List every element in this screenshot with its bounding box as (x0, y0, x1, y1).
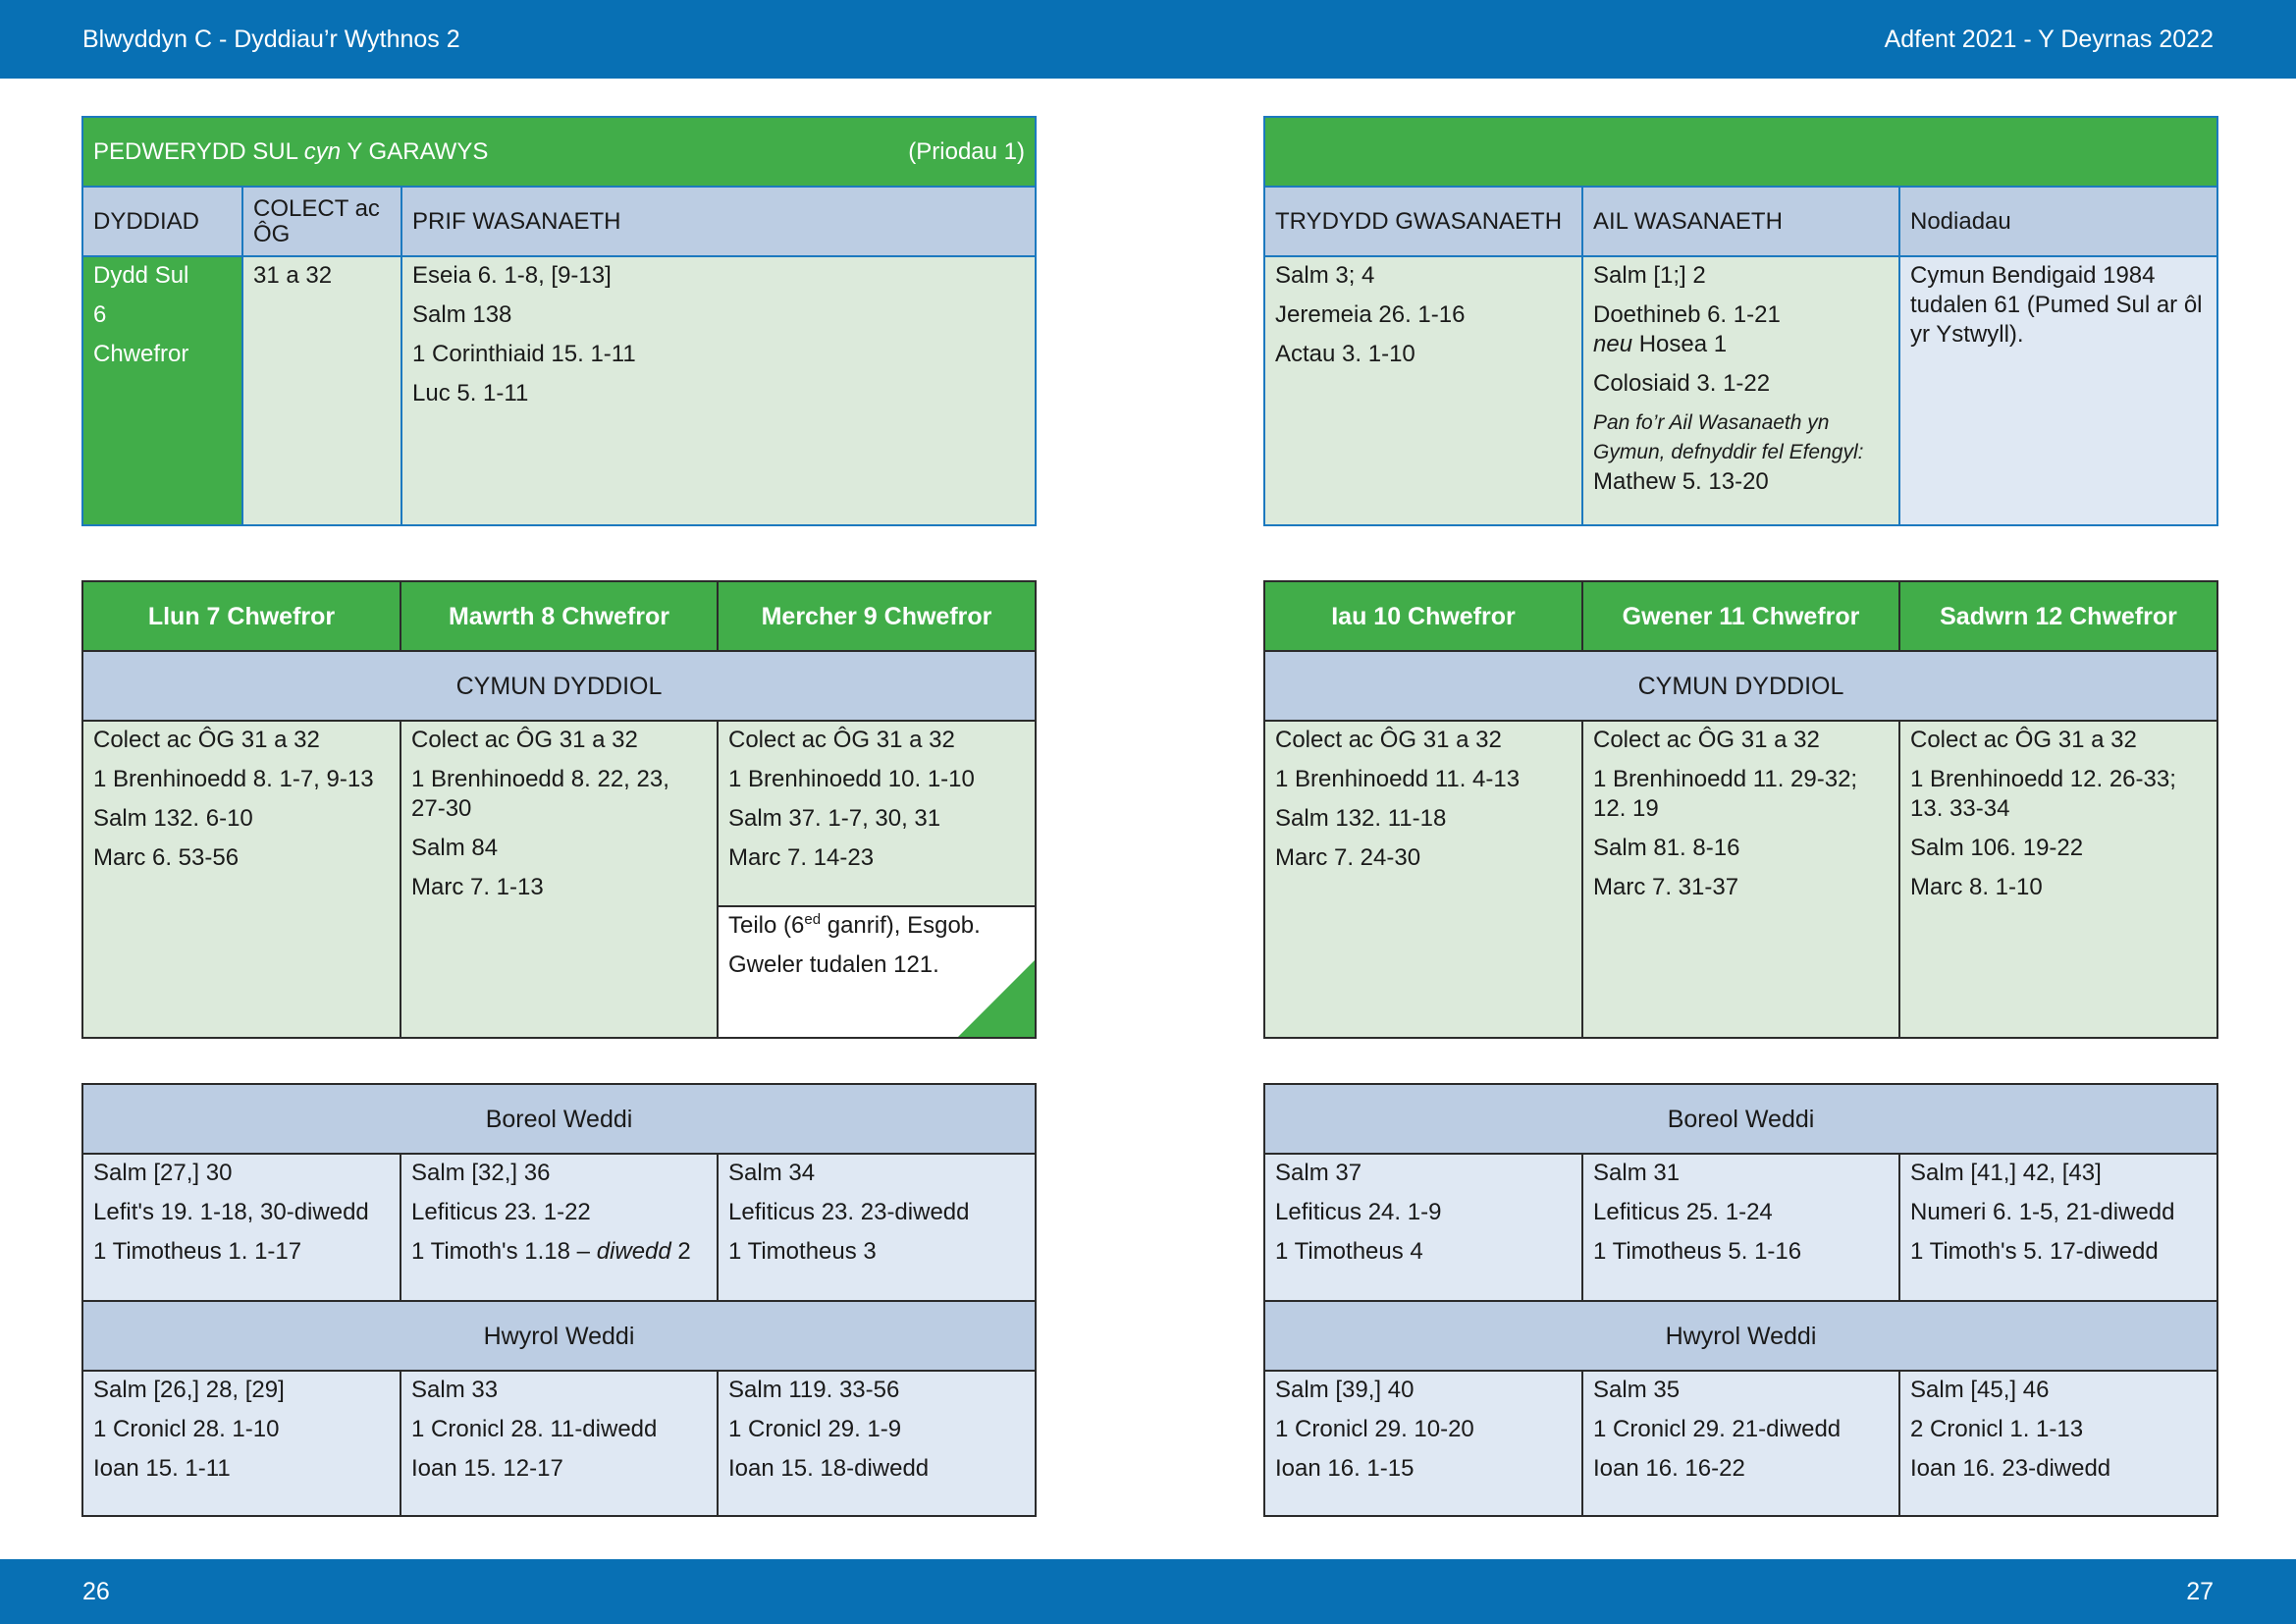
evening-prayer-title: Hwyrol Weddi (1264, 1301, 2217, 1371)
sunday-date-cell (82, 256, 242, 525)
reading: 1 Cronicl 28. 11-diwedd (411, 1416, 658, 1442)
day-header: Gwener 11 Chwefror (1582, 581, 1899, 651)
reading: Salm [26,] 28, [29] (93, 1377, 285, 1403)
reading: Marc 8. 1-10 (1910, 874, 2043, 900)
reading: Marc 7. 14-23 (728, 844, 875, 871)
reading: 2 Cronicl 1. 1-13 (1910, 1416, 2084, 1442)
evening-prayer-cell (400, 1371, 718, 1516)
weekday-eucharist-left (81, 580, 1037, 1039)
sunday-table-left (81, 116, 1037, 526)
evening-prayer-title: Hwyrol Weddi (82, 1301, 1036, 1371)
reading: Salm 106. 19-22 (1910, 835, 2084, 861)
reading: Ioan 16. 1-15 (1275, 1455, 1415, 1482)
reading: 1 Brenhinoedd 10. 1-10 (728, 766, 975, 792)
morning-prayer-cell (82, 1154, 400, 1301)
daily-office-left (81, 1083, 1037, 1517)
eucharist-section-title: CYMUN DYDDIOL (1264, 651, 2217, 721)
reading: Marc 6. 53-56 (93, 844, 240, 871)
morning-prayer-cell (400, 1154, 718, 1301)
reading: Salm [45,] 46 (1910, 1377, 2050, 1403)
reading: Salm 81. 8-16 (1593, 835, 1740, 861)
green-corner-triangle (958, 960, 1035, 1037)
header-left-title: Blwyddyn C - Dyddiau’r Wythnos 2 (82, 26, 460, 53)
reading: Salm 31 (1593, 1160, 1681, 1186)
collect: Colect ac ÔG 31 a 32 (728, 727, 955, 753)
sunday-table-right (1263, 116, 2218, 526)
reading: Salm 84 (411, 835, 499, 861)
reading: Lefiticus 24. 1-9 (1275, 1199, 1442, 1225)
reading: 1 Timoth's 5. 17-diwedd (1910, 1238, 2159, 1265)
sunday-collect-cell (242, 256, 401, 525)
reading: Salm [41,] 42, [43] (1910, 1160, 2102, 1186)
reading: Salm [27,] 30 (93, 1160, 233, 1186)
reading: Salm [32,] 36 (411, 1160, 551, 1186)
sunday-main-cell (401, 256, 1036, 525)
reading: Numeri 6. 1-5, 21-diwedd (1910, 1199, 2175, 1225)
reading: 1 Brenhinoedd 8. 22, 23, 27-30 (411, 766, 669, 822)
reading: Lefiticus 23. 23-diwedd (728, 1199, 970, 1225)
daily-office-right (1263, 1083, 2218, 1517)
sunday-collect: 31 a 32 (253, 262, 333, 289)
eucharist-cell (1582, 721, 1899, 1038)
second-service-note: Pan fo’r Ail Wasanaeth yn Gymun, defnyddir fel Efengyl: (1593, 411, 1864, 463)
gospel-reading: Mathew 5. 13-20 (1593, 468, 1769, 495)
collect: Colect ac ÔG 31 a 32 (1275, 727, 1502, 753)
reading: 1 Brenhinoedd 11. 29-32; 12. 19 (1593, 766, 1858, 822)
evening-prayer-cell (718, 1371, 1036, 1516)
reading: Jeremeia 26. 1-16 (1275, 301, 1466, 328)
sunday-right-title-bar (1264, 117, 2217, 187)
morning-prayer-cell (1899, 1154, 2217, 1301)
reading: Salm 132. 6-10 (93, 805, 253, 832)
reading: Marc 7. 24-30 (1275, 844, 1421, 871)
reading: 1 Brenhinoedd 12. 26-33; 13. 33-34 (1910, 766, 2176, 822)
reading: Ioan 16. 23-diwedd (1910, 1455, 2111, 1482)
morning-prayer-title: Boreol Weddi (82, 1084, 1036, 1154)
reading: Salm 37 (1275, 1160, 1362, 1186)
reading: Colosiaid 3. 1-22 (1593, 370, 1771, 397)
reading: Salm 132. 11-18 (1275, 805, 1447, 832)
reading: Lefiticus 23. 1-22 (411, 1199, 591, 1225)
eucharist-cell (718, 721, 1036, 906)
collect: Colect ac ÔG 31 a 32 (1910, 727, 2137, 753)
reading: Luc 5. 1-11 (412, 380, 529, 406)
day-header: Mawrth 8 Chwefror (400, 581, 718, 651)
reading: 1 Brenhinoedd 8. 1-7, 9-13 (93, 766, 374, 792)
col-header-main-service: PRIF WASANAETH (401, 187, 1036, 256)
eucharist-cell (1899, 721, 2217, 1038)
col-header-second-service: AIL WASANAETH (1582, 187, 1899, 256)
eucharist-cell (1264, 721, 1582, 1038)
reading: Salm 33 (411, 1377, 499, 1403)
reading: 1 Timotheus 4 (1275, 1238, 1423, 1265)
sunday-date-line: Dydd Sul (93, 262, 189, 289)
reading: Actau 3. 1-10 (1275, 341, 1415, 367)
saint-day-cell (718, 906, 1036, 1038)
weekday-eucharist-right (1263, 580, 2218, 1039)
reading: Salm 119. 33-56 (728, 1377, 900, 1403)
reading: 1 Cronicl 29. 21-diwedd (1593, 1416, 1842, 1442)
reading: Eseia 6. 1-8, [9-13] (412, 262, 612, 289)
reading: Salm [1;] 2 (1593, 262, 1706, 289)
morning-prayer-cell (1264, 1154, 1582, 1301)
reading: 1 Cronicl 29. 10-20 (1275, 1416, 1474, 1442)
reading: Ioan 15. 12-17 (411, 1455, 563, 1482)
sunday-title: PEDWERYDD SUL cyn Y GARAWYS (93, 137, 489, 165)
day-header: Iau 10 Chwefror (1264, 581, 1582, 651)
collect: Colect ac ÔG 31 a 32 (1593, 727, 1820, 753)
reading: Ioan 15. 18-diwedd (728, 1455, 930, 1482)
sunday-date-line: 6 (93, 301, 107, 328)
reading: 1 Cronicl 28. 1-10 (93, 1416, 280, 1442)
sunday-date-line: Chwefror (93, 341, 189, 367)
reading: Salm 35 (1593, 1377, 1681, 1403)
reading: Salm 3; 4 (1275, 262, 1375, 289)
reading: Lefit's 19. 1-18, 30-diwedd (93, 1199, 369, 1225)
evening-prayer-cell (1264, 1371, 1582, 1516)
page-number-left: 26 (82, 1578, 110, 1605)
reading: Salm 37. 1-7, 30, 31 (728, 805, 941, 832)
day-header: Sadwrn 12 Chwefror (1899, 581, 2217, 651)
evening-prayer-cell (82, 1371, 400, 1516)
reading: Salm 138 (412, 301, 512, 328)
header-band (0, 0, 2296, 79)
reading: Marc 7. 31-37 (1593, 874, 1739, 900)
evening-prayer-cell (1582, 1371, 1899, 1516)
day-header: Mercher 9 Chwefror (718, 581, 1036, 651)
footer-band (0, 1559, 2296, 1624)
eucharist-cell (82, 721, 400, 1038)
sunday-title-cell (82, 117, 1036, 187)
reading: 1 Brenhinoedd 11. 4-13 (1275, 766, 1521, 792)
col-header-third-service: TRYDYDD GWASANAETH (1264, 187, 1582, 256)
reading: 1 Timotheus 5. 1-16 (1593, 1238, 1802, 1265)
notes-cell (1899, 256, 2217, 525)
eucharist-section-title: CYMUN DYDDIOL (82, 651, 1036, 721)
header-right-title: Adfent 2021 - Y Deyrnas 2022 (1884, 26, 2214, 53)
reading: 1 Cronicl 29. 1-9 (728, 1416, 902, 1442)
reading-alternative: Doethineb 6. 1-21 neu Hosea 1 (1593, 301, 1781, 357)
reading: Salm 34 (728, 1160, 816, 1186)
reading: 1 Corinthiaid 15. 1-11 (412, 341, 636, 367)
notes-text: Cymun Bendigaid 1984 tudalen 61 (Pumed Sul ar ôl yr Ystwyll). (1910, 262, 2203, 348)
evening-prayer-cell (1899, 1371, 2217, 1516)
reading: 1 Timotheus 1. 1-17 (93, 1238, 302, 1265)
third-service-cell (1264, 256, 1582, 525)
reading: Ioan 16. 16-22 (1593, 1455, 1745, 1482)
reading: Marc 7. 1-13 (411, 874, 544, 900)
morning-prayer-cell (718, 1154, 1036, 1301)
col-header-notes: Nodiadau (1899, 187, 2217, 256)
reading: 1 Timotheus 3 (728, 1238, 877, 1265)
saint-see-page: Gweler tudalen 121. (728, 951, 939, 978)
morning-prayer-title: Boreol Weddi (1264, 1084, 2217, 1154)
page-number-right: 27 (2186, 1578, 2214, 1605)
reading: Ioan 15. 1-11 (93, 1455, 231, 1482)
reading: Salm [39,] 40 (1275, 1377, 1415, 1403)
collect: Colect ac ÔG 31 a 32 (93, 727, 320, 753)
col-header-date: DYDDIAD (82, 187, 242, 256)
morning-prayer-cell (1582, 1154, 1899, 1301)
collect: Colect ac ÔG 31 a 32 (411, 727, 638, 753)
reading: 1 Timoth's 1.18 – diwedd 2 (411, 1238, 691, 1265)
second-service-cell (1582, 256, 1899, 525)
col-header-collect: COLECT ac ÔG (242, 187, 401, 256)
saint-name: Teilo ($6^{ed}$ ganrif), Esgob. (728, 911, 981, 939)
sunday-propers: (Priodau 1) (908, 137, 1025, 165)
day-header: Llun 7 Chwefror (82, 581, 400, 651)
reading: Lefiticus 25. 1-24 (1593, 1199, 1773, 1225)
eucharist-cell (400, 721, 718, 1038)
